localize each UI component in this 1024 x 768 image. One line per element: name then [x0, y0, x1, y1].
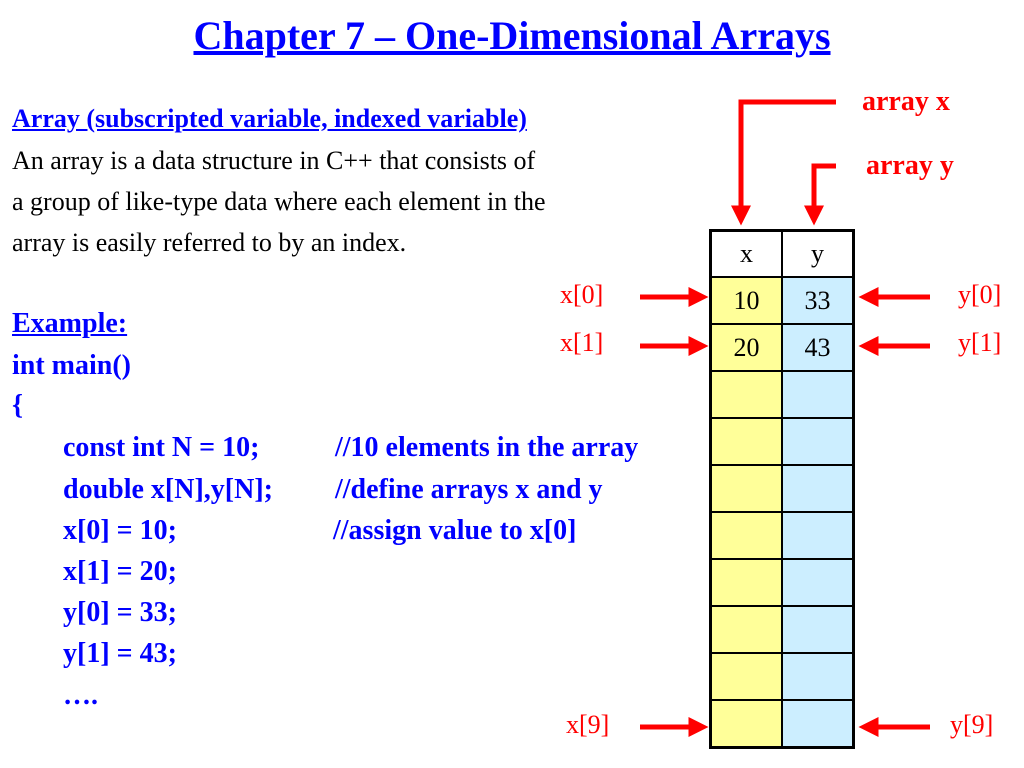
code-text: int main()	[12, 350, 131, 381]
description-line-3: array is easily referred to by an index.	[12, 228, 407, 257]
array-y-cell-1: 43	[782, 324, 854, 371]
code-text: const int N = 10;	[63, 432, 260, 463]
code-comment: //assign value to x[0]	[333, 515, 577, 546]
array-y-cell-0: 33	[782, 277, 854, 324]
index-label-x9: x[9]	[566, 710, 610, 739]
definition-heading: Array (subscripted variable, indexed variable)	[12, 104, 527, 133]
code-text: x[1] = 20;	[63, 556, 177, 587]
array-x-cell-1: 20	[711, 324, 783, 371]
code-text: {	[12, 390, 24, 421]
index-label-y9: y[9]	[950, 710, 994, 739]
code-text: double x[N],y[N];	[63, 474, 273, 505]
array-x-label: array x	[862, 86, 950, 117]
array-x-cell-0: 10	[711, 277, 783, 324]
index-label-x1: x[1]	[560, 328, 604, 357]
code-comment: //10 elements in the array	[335, 432, 639, 463]
column-header-x: x	[711, 231, 783, 278]
slide-title: Chapter 7 – One-Dimensional Arrays	[193, 13, 831, 58]
index-label-y0: y[0]	[958, 280, 1002, 309]
code-text: ….	[63, 680, 98, 711]
code-text: y[1] = 43;	[63, 638, 177, 669]
index-label-y1: y[1]	[958, 328, 1002, 357]
example-label: Example:	[12, 308, 128, 339]
code-text: y[0] = 33;	[63, 597, 177, 628]
column-header-y: y	[782, 231, 854, 278]
code-text: x[0] = 10;	[63, 515, 177, 546]
index-label-x0: x[0]	[560, 280, 604, 309]
description-line-2: a group of like-type data where each element in the	[12, 187, 546, 216]
array-y-arrow	[814, 166, 836, 218]
code-comment: //define arrays x and y	[335, 474, 603, 505]
array-y-label: array y	[866, 150, 954, 181]
description-line-1: An array is a data structure in C++ that consists of	[12, 146, 536, 175]
array-x-arrow	[741, 102, 836, 218]
